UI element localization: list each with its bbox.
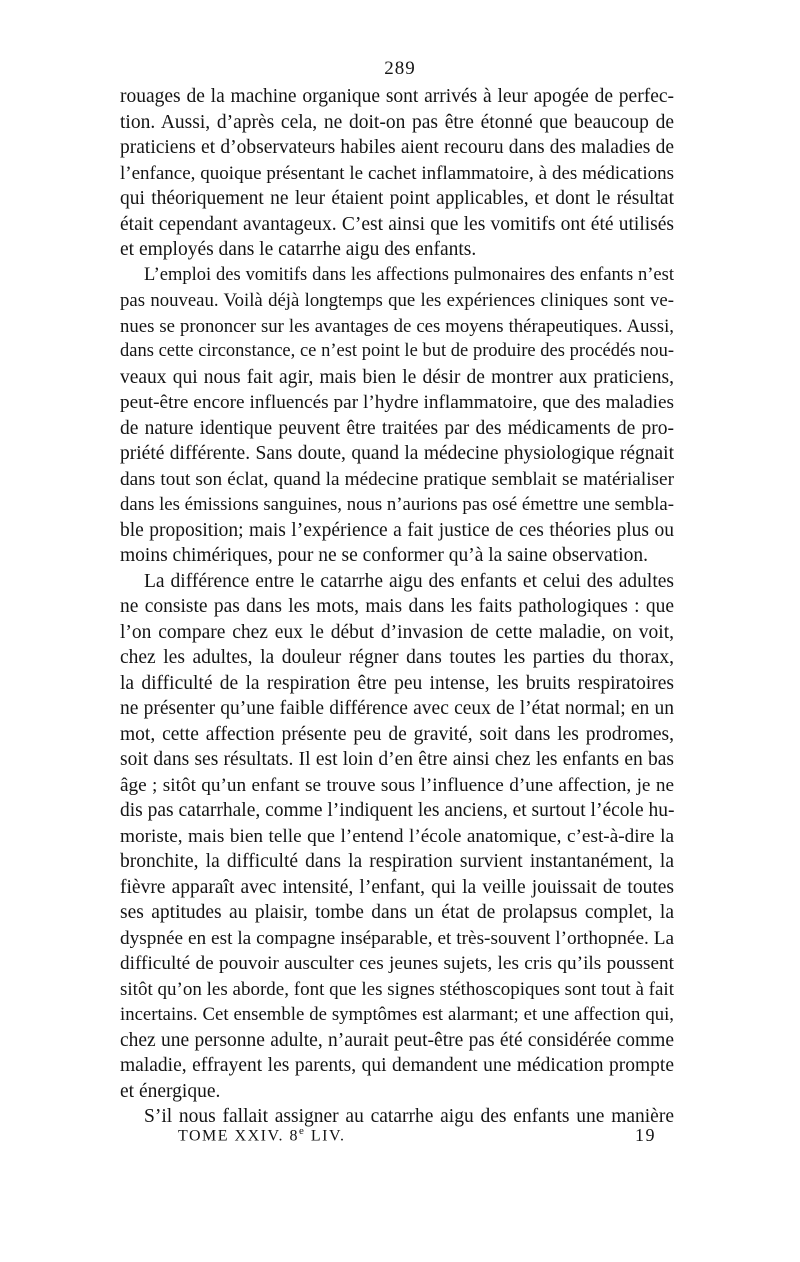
paragraph-start-line: La différence entre le catarrhe aigu des enfants et celui des adultes xyxy=(144,570,674,592)
text-line: ses aptitudes au plaisir, tombe dans un état de prolapsus complet, la xyxy=(120,902,674,923)
text-line: dans tout son éclat, quand la médecine pratique semblait se matérialiser xyxy=(120,468,674,490)
volume-signature xyxy=(178,1125,345,1145)
text-line: nues se prononcer sur les avantages de ces moyens thérapeutiques. Aussi, xyxy=(120,315,674,337)
text-line: bronchite, la difficulté dans la respiration survient instantanément, la xyxy=(120,851,674,872)
text-line: praticiens et d’observateurs habiles aient recouru dans des maladies de xyxy=(120,137,674,158)
page-footer xyxy=(178,1125,656,1147)
text-line: ne consiste pas dans les mots, mais dans les faits pathologiques : que xyxy=(120,596,674,617)
text-line: dans cette circonstance, ce n’est point le but de produire des procédés nou- xyxy=(120,341,674,361)
text-line: incertains. Cet ensemble de symptômes est alarmant; et une affection qui, xyxy=(120,1004,674,1025)
text-line: priété différente. Sans doute, quand la médecine physiologique régnait xyxy=(120,443,674,464)
text-line: peut-être encore influencés par l’hydre inflammatoire, que des maladies xyxy=(120,392,674,413)
text-line: dis pas catarrhale, comme l’indiquent les anciens, et surtout l’école hu- xyxy=(120,800,675,821)
text-line: veaux qui nous fait agir, mais bien le désir de montrer aux praticiens, xyxy=(120,366,674,388)
text-line: moins chimériques, pour ne se conformer qu’à la saine observation. xyxy=(120,545,648,566)
text-line: tion. Aussi, d’après cela, ne doit-on pas être étonné que beaucoup de xyxy=(120,111,674,133)
text-line: dans les émissions sanguines, nous n’aurions pas osé émettre une sembla- xyxy=(120,494,674,515)
text-line: était cependant avantageux. C’est ainsi que les vomitifs ont été utilisés xyxy=(120,213,674,235)
signature-suffix: LIV. xyxy=(305,1127,346,1145)
folio-number: 19 xyxy=(635,1125,656,1145)
text-line: l’enfance, quoique présentant le cachet inflammatoire, à des médications xyxy=(120,162,674,184)
text-line: mot, cette affection présente peu de gravité, soit dans les prodromes, xyxy=(120,723,674,745)
text-line: de nature identique peuvent être traitées par des médicaments de pro- xyxy=(120,417,674,439)
page-number: 289 xyxy=(384,58,416,79)
text-line: qui théoriquement ne leur étaient point applicables, et dont le résultat xyxy=(120,188,674,209)
signature-volume: TOME XXIV. 8 xyxy=(178,1127,299,1145)
text-line: ne présenter qu’une faible différence avec ceux de l’état normal; en un xyxy=(120,698,674,719)
paragraph-start-line: L’emploi des vomitifs dans les affections pulmonaires des enfants n’est xyxy=(144,264,674,285)
text-line: âge ; sitôt qu’un enfant se trouve sous l’influence d’une affection, je ne xyxy=(120,774,674,796)
text-line: difficulté de pouvoir ausculter ces jeunes sujets, les cris qu’ils poussent xyxy=(120,953,674,974)
text-line: l’on compare chez eux le début d’invasion de cette maladie, on voit, xyxy=(120,621,674,643)
text-line: et énergique. xyxy=(120,1080,221,1102)
text-line: chez une personne adulte, n’aurait peut-être pas été considérée comme xyxy=(120,1029,674,1051)
text-line: chez les adultes, la douleur régner dans toutes les parties du thorax, xyxy=(120,647,674,668)
text-line: fièvre apparaît avec intensité, l’enfant, qui la veille jouissait de toutes xyxy=(120,876,674,898)
text-line: dyspnée en est la compagne inséparable, et très-souvent l’orthopnée. La xyxy=(120,927,674,949)
text-line: et employés dans le catarrhe aigu des enfants. xyxy=(120,239,477,260)
text-line: maladie, effrayent les parents, qui demandent une médication prompte xyxy=(120,1055,674,1076)
text-line: la difficulté de la respiration être peu intense, les bruits respiratoires xyxy=(120,672,674,694)
text-line: rouages de la machine organique sont arrivés à leur apogée de perfec- xyxy=(120,86,674,107)
signature-superscript: e xyxy=(298,1125,306,1137)
text-line: soit dans ses résultats. Il est loin d’en être ainsi chez les enfants en bas xyxy=(120,749,674,770)
body-text xyxy=(120,84,674,1130)
text-line: ble proposition; mais l’expérience a fait justice de ces théories plus ou xyxy=(120,519,674,541)
paragraph-start-line: S’il nous fallait assigner au catarrhe aigu des enfants une manière xyxy=(144,1106,674,1127)
text-line: pas nouveau. Voilà déjà longtemps que les expériences cliniques sont ve- xyxy=(120,290,674,311)
text-line: moriste, mais bien telle que l’entend l’école anatomique, c’est-à-dire la xyxy=(120,825,674,847)
text-line: sitôt qu’on les aborde, font que les signes stéthoscopiques sont tout à fait xyxy=(120,978,674,1000)
